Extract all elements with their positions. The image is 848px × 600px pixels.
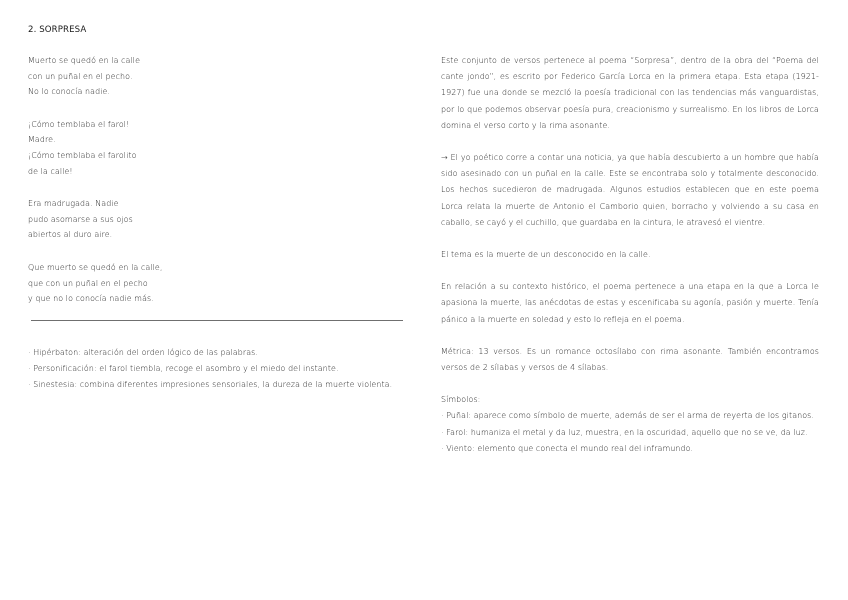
- poem-stanza-1: [28, 53, 406, 100]
- page-title: 2. SORPRESA: [28, 25, 87, 35]
- poem-stanza-3: [28, 196, 406, 243]
- metrics-paragraph: Métrica: 13 versos. Es un romance octosílabo con rima asonante. También encontramos versos de 2 sílabas y versos de 4 sílabas.: [441, 346, 819, 373]
- poem-verse: Madre.: [28, 135, 56, 145]
- right-column: [441, 53, 819, 457]
- theme-paragraph: El tema es la muerte de un desconocido en la calle.: [441, 250, 651, 260]
- poem-verse: que con un puñal en el pecho: [28, 278, 148, 288]
- context-paragraph: En relación a su contexto histórico, el poema pertenece a una etapa en la que a Lorca le apasiona la muerte, las anécdotas de estas y escenificaba su agonía, pasión y muerte. Tenía pánico a la muerte en soledad y esto lo refleja en el poema.: [441, 282, 819, 324]
- intro-paragraph: Este conjunto de versos pertenece al poema “Sorpresa”, dentro de la obra del “Poema del cante jondo”, es escrito por Federico García Lorca en la primera etapa. Esta etapa (1921-1927) fue una donde se mezcló la poesía tradicional con las tendencias más vanguardistas, por lo que podemos observar poesía pura, creacionismo y surrealismo. En los libros de Lorca domina el verso corto y la rima asonante.: [441, 56, 819, 130]
- poem-verse: y que no lo conocía nadie más.: [28, 294, 154, 304]
- poem-verse: Muerto se quedó en la calle: [28, 56, 141, 65]
- symbol-item: · Farol: humaniza el metal y da luz, muestra, en la oscuridad, aquello que no se ve, da luz.: [441, 427, 808, 437]
- poem-verse: con un puñal en el pecho.: [28, 71, 133, 81]
- poem-verse: ¡Cómo temblaba el farol!: [28, 119, 130, 129]
- poem-verse: Era madrugada. Nadie: [28, 199, 119, 209]
- figure-note: · Personificación: el farol tiembla, recoge el asombro y el miedo del instante.: [28, 363, 339, 373]
- poem-stanza-4: [28, 260, 406, 307]
- summary-paragraph: → El yo poético corre a contar una noticia, ya que había descubierto a un hombre que había sido asesinado con un puñal en la calle. Este se encontraba solo y totalmente desconocido. Los hechos sucedieron de madrugada. Algunos estudios establecen que en este poema Lorca relata la muerte de Antonio el Camborio quien, borracho y volviendo a su casa en caballo, se cayó y el cuchillo, que guardaba en la cintura, le atravesó el vientre.: [441, 153, 819, 227]
- symbol-item: · Viento: elemento que conecta el mundo real del inframundo.: [441, 443, 693, 453]
- figure-note: · Hipérbaton: alteración del orden lógico de las palabras.: [28, 347, 258, 357]
- poem-verse: No lo conocía nadie.: [28, 87, 111, 97]
- poem-verse: de la calle!: [28, 166, 73, 176]
- rhetorical-figures: [28, 345, 406, 393]
- poem-verse: abiertos al duro aire.: [28, 230, 113, 240]
- poem-verse: Que muerto se quedó en la calle,: [28, 262, 163, 272]
- symbol-item: · Puñal: aparece como símbolo de muerte, además de ser el arma de reyerta de los gitanos.: [441, 411, 814, 421]
- poem-verse: ¡Cómo temblaba el farolito: [28, 150, 137, 160]
- poem-verse: pudo asomarse a sus ojos: [28, 214, 133, 224]
- symbols-section: [441, 392, 819, 457]
- poem-stanza-2: [28, 117, 406, 179]
- left-column: [28, 24, 406, 393]
- poem: [28, 53, 406, 307]
- figure-note: · Sinestesia: combina diferentes impresiones sensoriales, la dureza de la muerte violenta.: [28, 379, 393, 389]
- symbols-heading: Símbolos:: [441, 395, 481, 405]
- section-divider: [31, 320, 403, 321]
